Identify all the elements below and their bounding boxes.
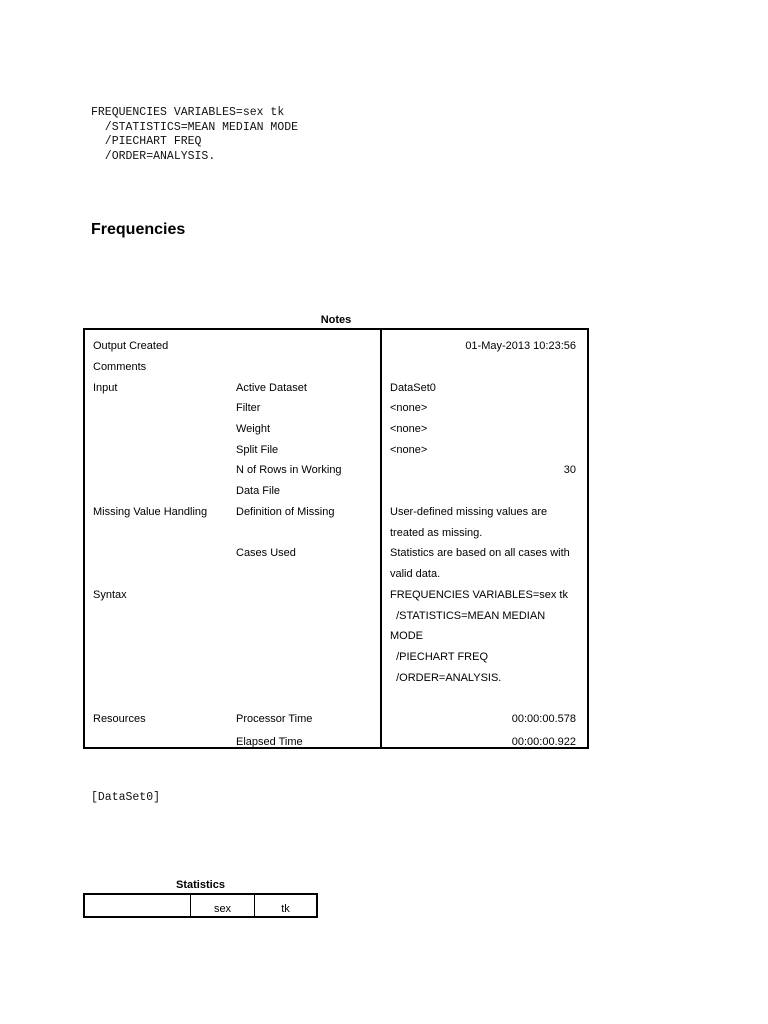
notes-cell-c1: Resources [93, 713, 146, 725]
notes-cell-c3: /ORDER=ANALYSIS. [390, 672, 502, 684]
notes-cell-c3: 00:00:00.922 [511, 736, 576, 748]
notes-cell-c2: Split File [236, 444, 279, 456]
notes-cell-c2: Cases Used [236, 547, 296, 559]
notes-cell-c3: User-defined missing values are [390, 506, 548, 518]
notes-cell-c2: Elapsed Time [236, 736, 303, 748]
dataset-label: [DataSet0] [91, 791, 161, 804]
notes-cell-c2: Processor Time [236, 713, 313, 725]
notes-cell-c1: Output Created [93, 340, 169, 352]
notes-cell-c3: <none> [390, 423, 428, 435]
notes-cell-c3: /STATISTICS=MEAN MEDIAN [390, 610, 546, 622]
notes-cell-c2: Data File [236, 485, 281, 497]
notes-table-title: Notes [320, 314, 352, 326]
notes-cell-c3: treated as missing. [390, 527, 483, 539]
notes-cell-c3: 30 [563, 464, 576, 476]
syntax-line: FREQUENCIES VARIABLES=sex tk [91, 106, 285, 119]
notes-cell-c3: DataSet0 [390, 382, 436, 394]
notes-cell-c1: Missing Value Handling [93, 506, 208, 518]
statistics-header-sex: sex [191, 895, 255, 916]
syntax-line: /ORDER=ANALYSIS. [91, 149, 216, 163]
notes-cell-c3: <none> [390, 444, 428, 456]
notes-cell-c3: MODE [390, 630, 423, 642]
syntax-block [91, 106, 298, 164]
statistics-header-blank [85, 895, 191, 916]
notes-cell-c1: Comments [93, 361, 147, 373]
notes-cell-c2: Definition of Missing [236, 506, 335, 518]
notes-cell-c3: /PIECHART FREQ [390, 651, 489, 663]
statistics-header-tk: tk [281, 903, 290, 915]
syntax-line: /STATISTICS=MEAN MEDIAN MODE [91, 120, 299, 134]
notes-cell-c2: Active Dataset [236, 382, 307, 394]
notes-cell-c2: Weight [236, 423, 271, 435]
notes-cell-c1: Input [93, 382, 118, 394]
notes-cell-c3: 00:00:00.578 [511, 713, 576, 725]
notes-cell-c3: <none> [390, 402, 428, 414]
notes-table [83, 328, 589, 749]
notes-cell-c3: Statistics are based on all cases with [390, 547, 570, 559]
page-heading: Frequencies [91, 221, 186, 238]
notes-cell-c2: N of Rows in Working [236, 464, 342, 476]
notes-column-divider [380, 330, 382, 747]
statistics-table [83, 893, 318, 918]
notes-cell-c3: FREQUENCIES VARIABLES=sex tk [390, 589, 568, 601]
notes-cell-c1: Syntax [93, 589, 127, 601]
notes-cell-c2: Filter [236, 402, 261, 414]
syntax-line: /PIECHART FREQ [91, 135, 202, 148]
notes-cell-c3: valid data. [390, 568, 441, 580]
notes-cell-c3: 01-May-2013 10:23:56 [465, 340, 576, 352]
statistics-table-title: Statistics [176, 879, 225, 891]
